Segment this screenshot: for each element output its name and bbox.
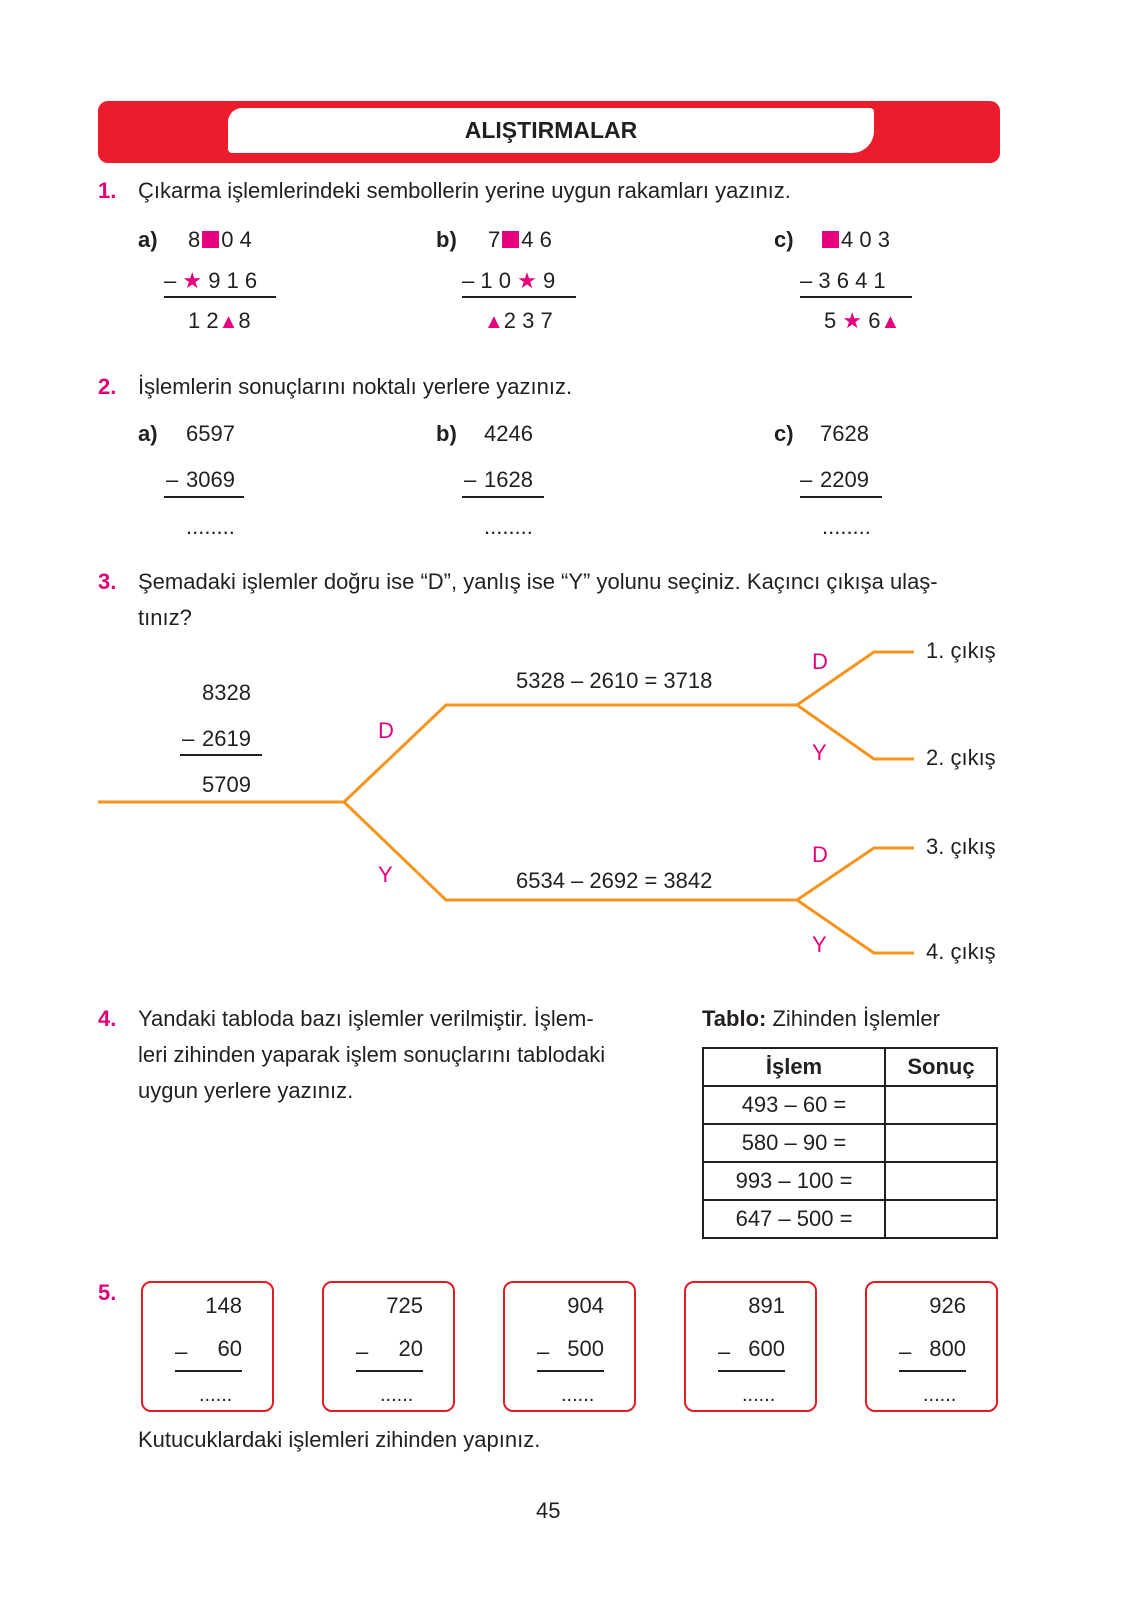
table-cell-result[interactable] bbox=[885, 1124, 997, 1162]
q1c-label: c) bbox=[774, 227, 794, 252]
q2b-label: b) bbox=[436, 421, 457, 446]
table-cell-operation: 647 – 500 = bbox=[703, 1200, 885, 1238]
q4-text-line1: Yandaki tabloda bazı işlemler verilmiştir. İşlem- bbox=[138, 1006, 594, 1031]
q3-start-result-line bbox=[180, 754, 262, 756]
branch-label-d: D bbox=[812, 649, 828, 674]
q3-start-top: 8328 bbox=[202, 680, 251, 705]
box-answer-dots: ...... bbox=[923, 1384, 957, 1406]
triangle-symbol: ▲ bbox=[484, 311, 504, 333]
star-symbol: ★ bbox=[842, 308, 863, 333]
box-result-line bbox=[899, 1370, 966, 1372]
subtraction-box bbox=[865, 1281, 998, 1412]
box-answer-dots: ...... bbox=[742, 1384, 776, 1406]
exit-3-label: 3. çıkış bbox=[926, 834, 996, 859]
exit-4-label: 4. çıkış bbox=[926, 939, 996, 964]
q1c-top: 4 0 3 bbox=[820, 227, 890, 253]
box-top-number: 891 bbox=[748, 1293, 785, 1318]
subtraction-box bbox=[503, 1281, 636, 1412]
q1b-top: 7 4 6 bbox=[488, 227, 552, 252]
q2c-top: 7628 bbox=[820, 421, 869, 446]
upper-branch-line bbox=[344, 705, 797, 802]
q2c-answer-dots: ........ bbox=[822, 514, 871, 539]
q1b-result: ▲2 3 7 bbox=[484, 308, 553, 333]
branch-label-d: D bbox=[378, 718, 394, 743]
q1b-label: b) bbox=[436, 227, 457, 252]
q3-start-subtrahend: 2619 bbox=[202, 726, 251, 751]
q2b-subtrahend: 1628 bbox=[484, 467, 533, 492]
table-caption: Tablo: Zihinden İşlemler bbox=[702, 1006, 940, 1031]
page-title: ALIŞTIRMALAR bbox=[464, 117, 638, 143]
table-header-result: Sonuç bbox=[885, 1048, 997, 1086]
q2b-minus: – bbox=[464, 467, 477, 492]
q4-text-line2: leri zihinden yaparak işlem sonuçlarını tablodaki bbox=[138, 1042, 606, 1067]
box-result-line bbox=[718, 1370, 785, 1372]
box-top-number: 904 bbox=[567, 1293, 604, 1318]
box-answer-dots: ...... bbox=[380, 1384, 414, 1406]
subtraction-box bbox=[141, 1281, 274, 1412]
box-minus: – bbox=[356, 1339, 369, 1364]
q2-number: 2. bbox=[98, 374, 117, 399]
star-symbol: ★ bbox=[182, 268, 203, 293]
box-top-number: 725 bbox=[386, 1293, 423, 1318]
q2-prompt: İşlemlerin sonuçlarını noktalı yerlere yazınız. bbox=[138, 374, 573, 399]
branch-label-y: Y bbox=[378, 862, 393, 887]
q3-start-minus: – bbox=[182, 726, 195, 751]
exit-2-label: 2. çıkış bbox=[926, 745, 996, 770]
box-minus: – bbox=[537, 1339, 550, 1364]
table-cell-operation: 993 – 100 = bbox=[703, 1162, 885, 1200]
q2c-minus: – bbox=[800, 467, 813, 492]
box-result-line bbox=[175, 1370, 242, 1372]
triangle-symbol: ▲ bbox=[880, 311, 901, 333]
box-minus: – bbox=[175, 1339, 188, 1364]
q1a-subtrahend: – ★ 9 1 6 bbox=[164, 268, 258, 293]
box-answer-dots: ...... bbox=[199, 1384, 233, 1406]
branch-label-y: Y bbox=[812, 932, 827, 957]
box-top-number: 926 bbox=[929, 1293, 966, 1318]
branch-label-d: D bbox=[812, 842, 828, 867]
table-cell-operation: 493 – 60 = bbox=[703, 1086, 885, 1124]
q1c-subtrahend: – 3 6 4 1 bbox=[800, 268, 886, 293]
triangle-symbol: ▲ bbox=[218, 311, 239, 333]
box-answer-dots: ...... bbox=[561, 1384, 595, 1406]
box-result-line bbox=[537, 1370, 604, 1372]
box-subtrahend: 20 bbox=[398, 1336, 423, 1361]
table-cell-result[interactable] bbox=[885, 1200, 997, 1238]
table-cell-operation: 580 – 90 = bbox=[703, 1124, 885, 1162]
q1-prompt: Çıkarma işlemlerindeki sembollerin yerine uygun rakamları yazınız. bbox=[138, 178, 791, 203]
box-subtrahend: 800 bbox=[929, 1336, 966, 1361]
q2a-answer-dots: ........ bbox=[186, 514, 235, 539]
box-top-number: 148 bbox=[205, 1293, 242, 1318]
box-result-line bbox=[356, 1370, 423, 1372]
exit-1-label: 1. çıkış bbox=[926, 638, 996, 663]
q5-instruction: Kutucuklardaki işlemleri zihinden yapınız. bbox=[138, 1427, 541, 1452]
lower-equation: 6534 – 2692 = 3842 bbox=[516, 868, 713, 893]
q2a-subtrahend: 3069 bbox=[186, 467, 235, 492]
upper-equation: 5328 – 2610 = 3718 bbox=[516, 668, 713, 693]
q3-prompt-line2: tınız? bbox=[138, 605, 192, 630]
table-cell-result[interactable] bbox=[885, 1086, 997, 1124]
q2a-minus: – bbox=[166, 467, 179, 492]
table-header-operation: İşlem bbox=[703, 1048, 885, 1086]
q1-number: 1. bbox=[98, 178, 117, 203]
q1c-result: 5 ★ 6▲ bbox=[824, 308, 901, 333]
box-minus: – bbox=[899, 1339, 912, 1364]
q3-start-result: 5709 bbox=[202, 772, 251, 797]
q4-number: 4. bbox=[98, 1006, 117, 1031]
q4-text-line3: uygun yerlere yazınız. bbox=[138, 1078, 354, 1103]
star-symbol: ★ bbox=[517, 268, 537, 293]
q2b-answer-dots: ........ bbox=[484, 514, 533, 539]
q2c-label: c) bbox=[774, 421, 794, 446]
q2c-subtrahend: 2209 bbox=[820, 467, 869, 492]
q1a-label: a) bbox=[138, 227, 158, 252]
q2a-top: 6597 bbox=[186, 421, 235, 446]
box-subtrahend: 60 bbox=[217, 1336, 242, 1361]
q1b-subtrahend: – 1 0 ★ 9 bbox=[462, 268, 556, 293]
box-subtrahend: 500 bbox=[567, 1336, 604, 1361]
q1a-top: 8 0 4 bbox=[188, 227, 252, 252]
q2b-top: 4246 bbox=[484, 421, 533, 446]
subtraction-box bbox=[322, 1281, 455, 1412]
table-cell-result[interactable] bbox=[885, 1162, 997, 1200]
branch-label-y: Y bbox=[812, 740, 827, 765]
page-number: 45 bbox=[536, 1498, 561, 1523]
q2a-label: a) bbox=[138, 421, 158, 446]
q1a-result: 1 2▲8 bbox=[188, 308, 251, 333]
subtraction-box bbox=[684, 1281, 817, 1412]
q3-number: 3. bbox=[98, 569, 117, 594]
q3-prompt-line1: Şemadaki işlemler doğru ise “D”, yanlış ise “Y” yolunu seçiniz. Kaçıncı çıkışa ulaş- bbox=[138, 569, 938, 594]
box-minus: – bbox=[718, 1339, 731, 1364]
q5-number: 5. bbox=[98, 1280, 117, 1305]
mental-operations-table bbox=[702, 1047, 998, 1239]
box-subtrahend: 600 bbox=[748, 1336, 785, 1361]
